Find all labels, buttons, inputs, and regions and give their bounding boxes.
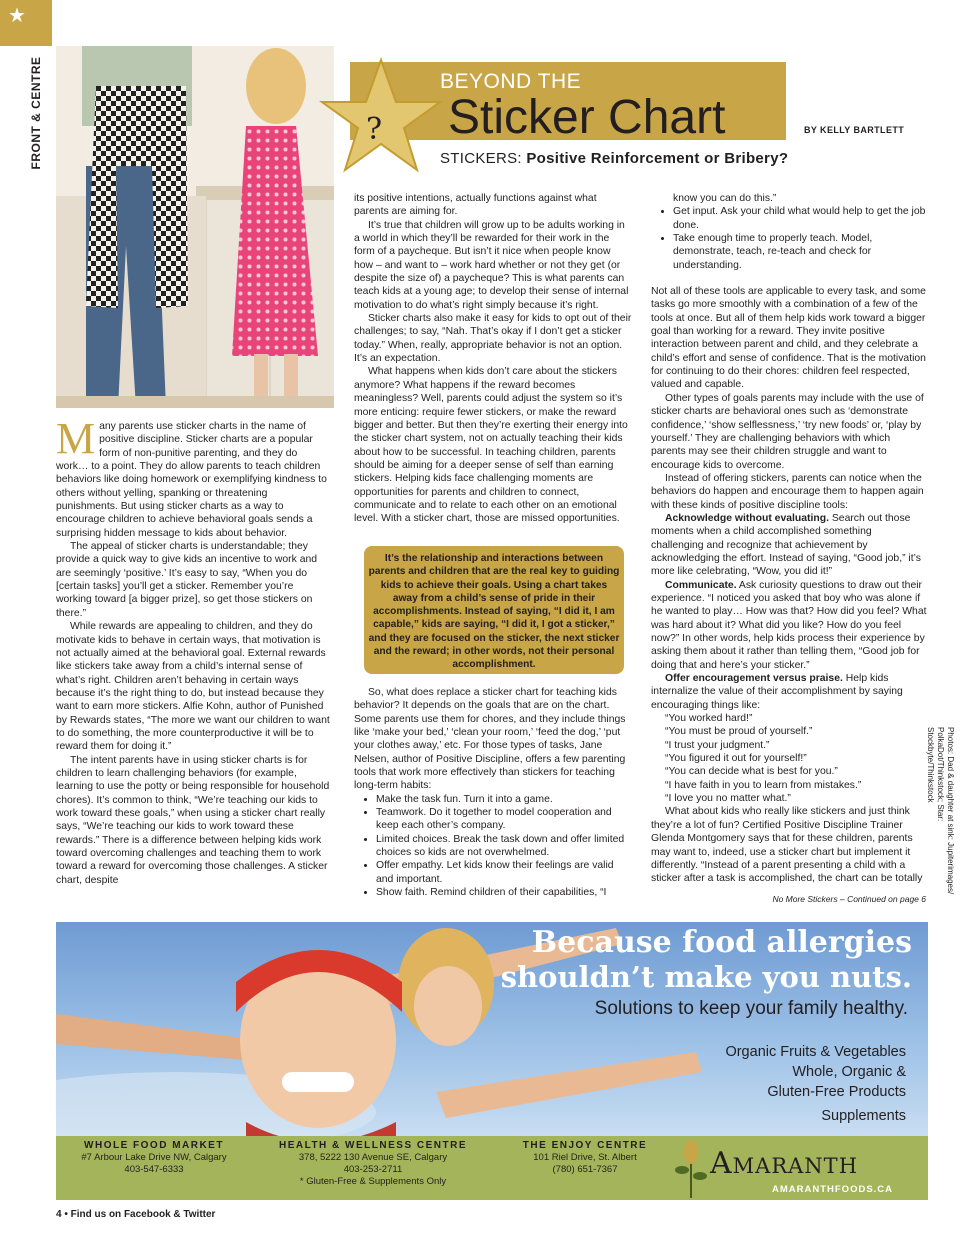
photo-credit-text: Photos: Dad & daughter at sink: Jupiterimages/ PolkaDot/Thinkstock; Star: Stockbyte/Thinkstock [926,727,955,895]
paragraph: So, what does replace a sticker chart for teaching kids behavior? It depends on the goals that are on the chart. Some parents use them for chores, and they include things like ‘make your bed,’ ‘clean your room,’ ‘feed the dog,’ ‘put your clothes away,’ etc. For those types of tasks, Jane Nelsen, author of Positive Discipline, offers a few parenting tools that work more effectively than stickers for teaching long-term habits: [354,687,626,792]
amaranth-plant-icon [674,1140,708,1198]
star-icon: ★ [8,5,26,27]
paragraph: What happens when kids don’t care about the stickers anymore? What happens if the reward becomes meaningless? Well, parents could adjust the system so it’s more enticing: require fewer stickers, or make the reward bigger and better. But then they’re exerting their energy into the sticker chart system, not on actually teaching their kids about how to be successful. In teaching children, parents should be aiming for a deeper sense of self than earning stickers. Helping kids face challenging moments are opportunities for parents and children to connect, communicate and to relate to each other on an emotional level. With a sticker chart, those are missed opportunities. [354,366,628,525]
paragraph: Offer encouragement versus praise. Help kids internalize the value of their accomplishment by saying encouraging things like: [651,673,903,711]
paragraph: While rewards are appealing to children, and they do motivate kids to behave in certain ways, that motivation is not actually aimed at the behavioral goal. External rewards like stickers take away from a child’s internal sense of what’s right. Children aren’t behaving in certain ways because it’s the right thing to do, but instead because they want to earn more stickers. Alfie Kohn, author of Punished by Rewards states, “The more we want our children to want to do something, the more counterproductive it will be to reward them for doing it.” [56,621,330,753]
list-item: • Teamwork. Do it together to model cooperation and keep each other’s company. [376,806,632,833]
photo-dad-daughter [56,46,334,408]
product-item: Supplements [821,1108,906,1124]
list-item: • Offer empathy. Let kids know their feelings are valid and important. [376,859,632,886]
tools-list [354,793,632,900]
paragraph: Many parents use sticker charts in the name of positive discipline. Sticker charts are a popular form of non-punitive parenting, and they do work… to a point. They do allow parents to teach children behaviors like doing homework or exemplifying kindness to others without yelling, spanking or threatening punishments. But using sticker charts as a way to encourage children to achieve behavioral goals sends a surprising hidden message to kids about behavior. [56,414,327,539]
quote-line: “You can decide what is best for you.” [665,766,838,778]
store-phone: 403-253-2711 [343,1164,403,1175]
header-kicker: BEYOND THE [440,70,582,93]
paragraph: It’s true that children will grow up to be adults working in a world in which they’ll be rewarded for their work in the form of a paycheque. But isn’t it nice when people know how – and want to – work hard whether or not they get (or despite the size of) a paycheque? This is what parents can teach kids at a young age; to develop their sense of internal motivation to do what’s right simply because it’s right. [354,219,629,311]
store-whole-food-market [56,1140,252,1176]
store-phone: (780) 651-7367 [552,1164,618,1175]
page-footer: 4 • Find us on Facebook & Twitter [56,1209,216,1220]
list-continuation: know you can do this.” [673,193,777,204]
article-column-1 [56,414,330,887]
pull-quote: It’s the relationship and interactions between parents and children that are the real key to guiding kids to achieve their goals. Using a chart takes away from a child’s sense of pride in their accomplishments. Instead of saying, “I did it, I am capable,” kids are saying, “I did it, I got a sticker,” and they are focused on the sticker, the next sticker and the reward; in other words, not their personal accomplishment. [368,553,620,671]
list-item: • Take enough time to properly teach. Model, demonstrate, teach, re-teach and check for understanding. [673,232,927,272]
product-item: Whole, Organic & [792,1064,906,1080]
quote-line: “You must be proud of yourself.” [665,726,813,738]
photo-illustration [56,46,334,408]
dropcap: M [56,414,96,463]
store-name: THE ENJOY CENTRE [522,1140,648,1151]
store-address: 378, 5222 130 Avenue SE, Calgary [298,1152,448,1163]
store-phone: 403-547-6333 [124,1164,184,1175]
ad-headline-2: shouldn’t make you nuts. [500,960,912,994]
quote-line: “I trust your judgment.” [665,739,770,751]
advertisement[interactable] [56,922,928,1200]
article-column-2 [354,192,632,526]
paragraph: The appeal of sticker charts is understandable; they provide a quick way to give kids an incentive to work and are seemingly ‘positive.’ It’s easy to say, “When you do [certain tasks] you’ll get a sticker. Remember you’re working toward [a bigger prize], so get those stickers on there.” [56,541,318,619]
amaranth-url[interactable]: AMARANTHFOODS.CA [772,1184,894,1195]
article-column-2-lower [354,686,632,900]
product-item: Gluten-Free Products [767,1084,906,1100]
ad-tagline: Solutions to keep your family healthy. [594,998,908,1019]
store-address: 101 Riel Drive, St. Albert [533,1152,637,1163]
list-item: • Make the task fun. Turn it into a game. [376,793,632,806]
quote-line: “You worked hard!” [665,713,753,725]
list-item: • Get input. Ask your child what would help to get the job done. [673,205,927,232]
store-address: #7 Arbour Lake Drive NW, Calgary [81,1152,227,1163]
amaranth-logo: Amaranth [710,1146,859,1181]
article-title: Sticker Chart [448,91,726,144]
section-label [24,58,48,178]
paragraph: Acknowledge without evaluating. Search out those moments when a child accomplished something challenging and recognize that achievement by acknowledging the effort. Instead of saying, “Good job,” it’s more like celebrating, “Wow, you did it!” [651,512,921,578]
store-health-wellness [262,1140,484,1188]
subtitle-rest: Positive Reinforcement or Bribery? [526,150,789,167]
article-column-3 [651,192,927,886]
subtitle [440,150,788,167]
ad-headline-1: Because food allergies [531,925,912,960]
list-item: • Show faith. Remind children of their capabilities, “I [376,886,632,899]
paragraph: What about kids who really like stickers and just think they’re a lot of fun? Certified Positive Discipline Trainer Glenda Montgomery says that for these children, parents may want to, indeed, use a sticker chart but implement it differently. “Instead of a parent presenting a child with a sticker after a task is accomplished, the chart can be totally [651,806,923,885]
paragraph: The intent parents have in using sticker charts is for children to learn challenging behaviors (for example, learning to use the potty or being responsible for household chores). It’s common to think, “We’re teaching our kids to work toward these goals,” when using a sticker chart really says, “We’re teaching our kids to work toward these rewards.” There is a difference between helping kids work toward overcoming challenges and teaching them to work toward a reward for overcoming those challenges. A sticker chart, despite [56,754,330,886]
star-question-mark: ? [366,112,383,147]
store-name: HEALTH & WELLNESS CENTRE [278,1140,468,1151]
list-item: • Limited choices. Break the task down and offer limited choices so kids are not overwhelmed. [376,833,632,860]
paragraph: its positive intentions, actually functions against what parents are aiming for. [354,193,597,218]
product-item: Organic Fruits & Vegetables [725,1044,906,1060]
quote-line: “I have faith in you to learn from mistakes.” [665,779,862,791]
paragraph: Not all of these tools are applicable to every task, and some tasks go more smoothly with a combination of a few of the tools at once. But all of them help kids work toward a bigger goal than working for a reward. They invite positive interaction between parent and child, and they celebrate a child’s effort and sense of confidence. That is the motivation for continuing to do their chores: children feel respected, valued and capable. [651,286,926,391]
tool-title: Acknowledge without evaluating. [665,512,829,524]
quote-line: “You figured it out for yourself!” [665,753,807,765]
ad-products [676,1042,906,1126]
continued-note: No More Stickers – Continued on page 6 [772,894,926,904]
store-note: * Gluten-Free & Supplements Only [299,1176,447,1187]
tools-list-cont [651,205,927,272]
quote-line: “I love you no matter what.” [665,793,791,805]
paragraph: Communicate. Ask curiosity questions to draw out their experience. “I noticed you asked that boy who was alone if he wanted to play… How was that? How did you feel? What was hard about it? What did you like? How do you feel now?” In other words, help kids process their experience by asking them about it rather than telling them, “Good job for doing that and here’s your sticker.” [651,579,927,671]
paragraph: Instead of offering stickers, parents can notice when the behaviors do happen and encourage them to happen again with these kinds of positive discipline tools: [651,472,924,511]
subtitle-lead: STICKERS: [440,150,522,167]
byline: BY KELLY BARTLETT [804,125,905,135]
section-label-text: FRONT & CENTRE [29,56,43,170]
paragraph: Sticker charts also make it easy for kids to opt out of their challenges; to say, “Nah. That’s okay if I don’t get a sticker today.” When, really, appropriate behavior is not an option. It’s an expectation. [354,313,632,365]
store-name: WHOLE FOOD MARKET [84,1140,224,1151]
store-enjoy-centre [494,1140,676,1176]
tool-title: Communicate. [665,579,737,591]
tool-title: Offer encouragement versus praise. [665,673,843,685]
photo-credit [926,720,955,895]
paragraph: Other types of goals parents may include with the use of sticker charts are behavioral ones such as ‘demonstrate confidence,’ ‘show selflessness,’ ‘try new foods’ or, ‘play by yourself.’ They are challenging behaviors with which parents may see their children struggle and want to encourage kids to overcome. [651,392,924,471]
